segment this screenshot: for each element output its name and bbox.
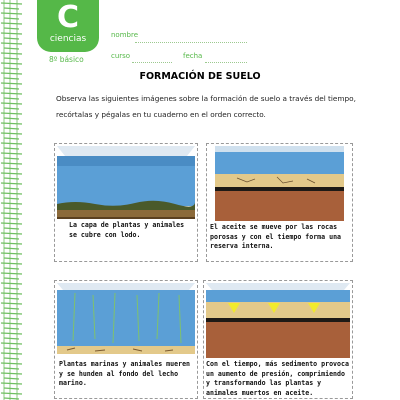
name-label: nombre — [111, 31, 139, 39]
illustration-mud-cover — [55, 144, 197, 261]
worksheet-title: FORMACIÓN DE SUELO — [139, 71, 261, 82]
logo-subject: ciencias — [49, 34, 87, 44]
worksheet-instructions: Observa las siguientes imágenes sobre la formación de suelo a través del tiempo, recórtalas y pégalas en tu cuaderno en el orden correcto. — [56, 94, 356, 119]
card-compression — [203, 280, 353, 399]
decorative-left-border — [0, 0, 26, 400]
card-caption: La capa de plantas y animales se cubre con lodo. — [69, 221, 185, 239]
ciencias-logo — [37, 0, 99, 52]
course-label: curso — [111, 52, 131, 60]
date-field[interactable] — [205, 62, 247, 63]
card-caption: Con el tiempo, más sedimento provoca un aumento de presión, comprimiendo y transformando las plantas y animales muertos en aceite. — [206, 360, 349, 397]
card-caption: El aceite se mueve por las rocas porosas y con el tiempo forma una reserva interna. — [210, 223, 342, 250]
card-mud-cover — [54, 143, 198, 262]
card-oil-reservoir — [206, 143, 353, 262]
name-field[interactable] — [135, 42, 247, 43]
logo-letter: C — [56, 0, 80, 35]
card-sea-life — [54, 280, 198, 399]
date-label: fecha — [183, 52, 203, 60]
card-caption: Plantas marinas y animales mueren y se hunden al fondo del lecho marino. — [59, 360, 191, 387]
grade-label: 8º básico — [49, 55, 84, 64]
course-field[interactable] — [132, 62, 172, 63]
